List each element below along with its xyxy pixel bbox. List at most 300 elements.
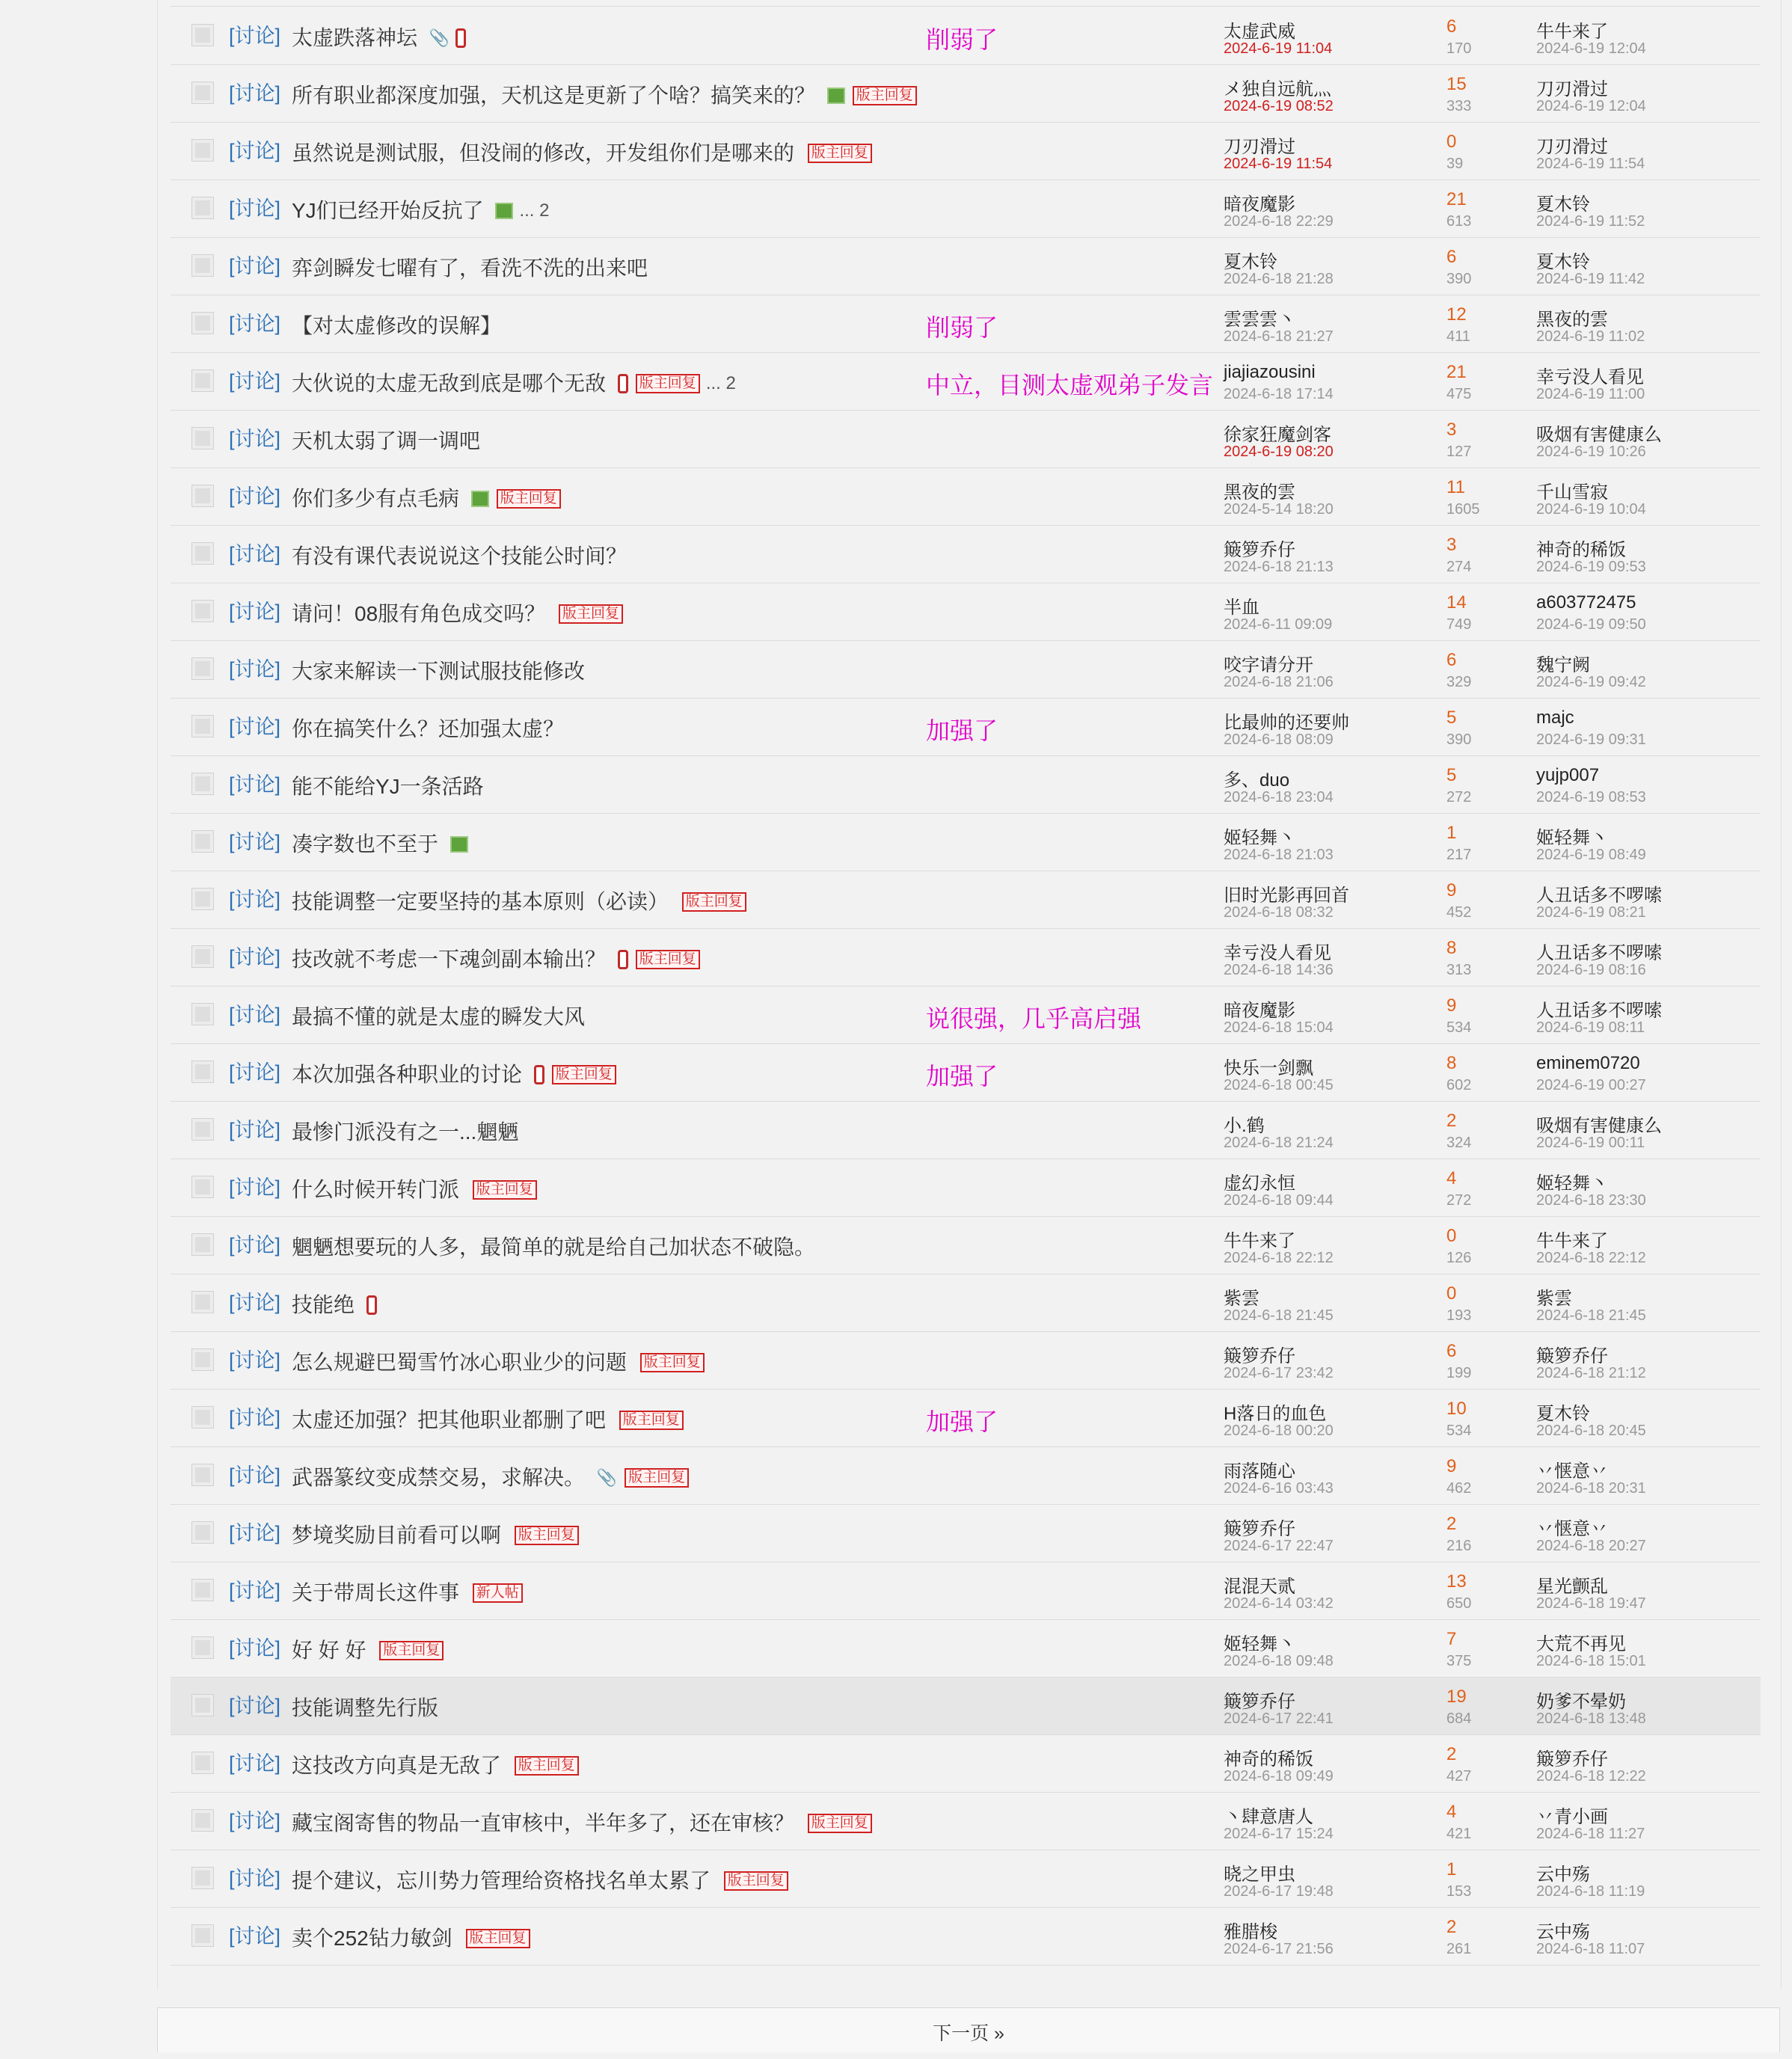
last-reply-date[interactable]: 2024-6-19 11:52 — [1536, 213, 1645, 230]
thread-post-date: 2024-6-18 15:04 — [1224, 1019, 1334, 1036]
thread-post-date: 2024-6-18 21:28 — [1224, 271, 1334, 287]
last-reply-user[interactable]: 星光颤乱 — [1536, 1577, 1608, 1597]
thread-folder-icon — [191, 1118, 214, 1141]
view-count: 1605 — [1446, 501, 1480, 518]
moderator-reply-badge: 版主回复 — [559, 604, 623, 624]
thread-title[interactable]: 什么时候开转门派 — [292, 1178, 460, 1202]
last-reply-date[interactable]: 2024-6-19 08:16 — [1536, 962, 1646, 978]
view-count: 261 — [1446, 1941, 1472, 1957]
last-reply-user[interactable]: 黑夜的雲 — [1536, 310, 1608, 330]
page-links[interactable]: ... 2 — [519, 200, 550, 221]
thread-tag[interactable]: [讨论] — [229, 601, 281, 623]
thread-tag[interactable]: [讨论] — [229, 1752, 281, 1775]
thread-tag[interactable]: [讨论] — [229, 140, 281, 162]
last-reply-user[interactable]: 云中殇 — [1536, 1865, 1590, 1885]
thread-post-date: 2024-6-18 21:03 — [1224, 847, 1334, 863]
mobile-phone-icon — [366, 1295, 377, 1315]
thread-title[interactable]: 凑字数也不至于 — [292, 832, 439, 856]
last-reply-date[interactable]: 2024-6-18 11:07 — [1536, 1941, 1645, 1957]
mobile-phone-icon — [455, 28, 466, 48]
thread-title-wrap — [292, 1159, 537, 1218]
thread-title[interactable]: 大伙说的太虚无敌到底是哪个无敌 — [292, 372, 607, 396]
thread-folder-icon — [191, 1348, 214, 1371]
reply-count[interactable]: 8 — [1446, 938, 1457, 958]
last-reply-date[interactable]: 2024-6-19 10:26 — [1536, 444, 1646, 460]
thread-author[interactable]: 刀刃滑过 — [1224, 137, 1295, 157]
thread-title[interactable]: 武器篆纹变成禁交易，求解决。 — [292, 1466, 586, 1490]
last-reply-user[interactable]: 奶爹不晕奶 — [1536, 1692, 1626, 1712]
thread-row — [171, 1505, 1761, 1562]
thread-title-wrap — [292, 583, 623, 642]
last-reply-user[interactable]: 人丑话多不啰嗦 — [1536, 943, 1662, 963]
thread-row — [171, 123, 1761, 180]
thread-title[interactable]: 魍魉想要玩的人多，最简单的就是给自己加状态不破隐。 — [292, 1236, 816, 1259]
thread-folder-icon — [191, 1291, 214, 1313]
thread-title[interactable]: 最惨门派没有之一...魍魉 — [292, 1120, 519, 1144]
reply-count[interactable]: 2 — [1446, 1111, 1457, 1131]
reply-count[interactable]: 6 — [1446, 1341, 1457, 1361]
last-reply-date[interactable]: 2024-6-19 09:42 — [1536, 674, 1646, 690]
thread-author[interactable]: 簸箩乔仔 — [1224, 540, 1295, 560]
last-reply-user[interactable]: eminem0720 — [1536, 1053, 1640, 1073]
thread-tag[interactable]: [讨论] — [229, 313, 281, 335]
moderator-reply-badge: 版主回复 — [619, 1411, 684, 1430]
last-reply-date[interactable]: 2024-6-19 11:42 — [1536, 271, 1645, 287]
next-page-button[interactable]: 下一页 » — [157, 2007, 1780, 2052]
page-links[interactable]: ... 2 — [705, 373, 736, 394]
thread-tag[interactable]: [讨论] — [229, 1119, 281, 1141]
thread-folder-icon — [191, 312, 214, 334]
last-reply-date[interactable]: 2024-6-18 23:30 — [1536, 1192, 1646, 1209]
thread-tag[interactable]: [讨论] — [229, 1407, 281, 1429]
thread-title[interactable]: 你们多少有点毛病 — [292, 487, 460, 511]
thread-post-date: 2024-6-17 19:48 — [1224, 1883, 1334, 1900]
thread-tag[interactable]: [讨论] — [229, 82, 281, 105]
view-count: 411 — [1446, 328, 1470, 345]
thread-row — [171, 1908, 1761, 1966]
last-reply-date[interactable]: 2024-6-19 08:21 — [1536, 904, 1646, 921]
thread-post-date: 2024-6-18 09:49 — [1224, 1768, 1334, 1785]
last-reply-date[interactable]: 2024-6-19 08:49 — [1536, 847, 1646, 863]
reply-count[interactable]: 4 — [1446, 1168, 1457, 1188]
thread-author[interactable]: 虚幻永恒 — [1224, 1173, 1295, 1194]
thread-tag[interactable]: [讨论] — [229, 1292, 281, 1314]
moderator-reply-badge: 新人帖 — [473, 1583, 523, 1603]
thread-tag[interactable]: [讨论] — [229, 543, 281, 565]
thread-folder-icon — [191, 1003, 214, 1025]
last-reply-user[interactable]: 千山雪寂 — [1536, 482, 1608, 503]
reply-count[interactable]: 11 — [1446, 477, 1465, 497]
reply-count[interactable]: 6 — [1446, 247, 1457, 267]
thread-author[interactable]: 比最帅的还要帅 — [1224, 713, 1349, 733]
last-reply-date[interactable]: 2024-6-18 21:45 — [1536, 1307, 1646, 1324]
last-reply-user[interactable]: 簸箩乔仔 — [1536, 1749, 1608, 1770]
reply-count[interactable]: 5 — [1446, 708, 1457, 728]
thread-title[interactable]: 太虚还加强？把其他职业都删了吧 — [292, 1408, 607, 1432]
moderator-reply-badge: 版主回复 — [808, 1814, 872, 1833]
last-reply-user[interactable]: 云中殇 — [1536, 1922, 1590, 1942]
reply-count[interactable]: 6 — [1446, 16, 1457, 37]
thread-tag[interactable]: [讨论] — [229, 1868, 281, 1890]
thread-tag[interactable]: [讨论] — [229, 25, 281, 47]
thread-author[interactable]: 幸亏没人看见 — [1224, 943, 1331, 963]
thread-post-date: 2024-6-19 11:54 — [1224, 156, 1333, 172]
thread-row — [171, 353, 1761, 411]
thread-author[interactable]: 紫雲 — [1224, 1289, 1259, 1309]
thread-title[interactable]: 能不能给YJ一条活路 — [292, 775, 484, 799]
last-reply-user[interactable]: yujp007 — [1536, 765, 1600, 785]
thread-title[interactable]: 梦境奖励目前看可以啊 — [292, 1523, 502, 1547]
thread-tag[interactable]: [讨论] — [229, 1349, 281, 1372]
last-reply-user[interactable]: 刀刃滑过 — [1536, 137, 1608, 157]
thread-post-date: 2024-6-17 23:42 — [1224, 1365, 1334, 1381]
thread-tag[interactable]: [讨论] — [229, 485, 281, 508]
thread-title[interactable]: 最搞不懂的就是太虚的瞬发大风 — [292, 1005, 586, 1029]
thread-title[interactable]: 有没有课代表说说这个技能公时间？ — [292, 544, 627, 568]
last-reply-date[interactable]: 2024-6-18 20:31 — [1536, 1480, 1646, 1497]
thread-title[interactable]: 怎么规避巴蜀雪竹冰心职业少的问题 — [292, 1351, 627, 1375]
thread-title[interactable]: 技能调整先行版 — [292, 1696, 439, 1720]
last-reply-user[interactable]: 牛牛来了 — [1536, 22, 1608, 42]
paperclip-icon: 📎 — [429, 28, 450, 48]
view-count: 390 — [1446, 731, 1472, 748]
last-reply-date[interactable]: 2024-6-19 08:11 — [1536, 1019, 1645, 1036]
thread-tag[interactable]: [讨论] — [229, 428, 281, 450]
thread-author[interactable]: 混混天贰 — [1224, 1577, 1295, 1597]
thread-author[interactable]: 簸箩乔仔 — [1224, 1519, 1295, 1539]
last-reply-date[interactable]: 2024-6-19 00:27 — [1536, 1077, 1646, 1093]
last-reply-user[interactable]: 丷青小画 — [1536, 1807, 1608, 1827]
reply-count[interactable]: 3 — [1446, 420, 1457, 440]
thread-title-wrap — [292, 1735, 579, 1794]
thread-title-wrap — [292, 295, 501, 355]
thread-author[interactable]: 牛牛来了 — [1224, 1231, 1295, 1251]
reply-count[interactable]: 4 — [1446, 1802, 1457, 1822]
thread-author[interactable]: H落日的血色 — [1224, 1404, 1327, 1424]
last-reply-date[interactable]: 2024-6-19 08:53 — [1536, 789, 1646, 806]
last-reply-user[interactable]: 刀刃滑过 — [1536, 79, 1608, 99]
view-count: 329 — [1446, 674, 1472, 690]
annotation-note: 加强了 — [926, 1063, 998, 1090]
thread-title[interactable]: 太虚跌落神坛 — [292, 26, 418, 50]
thread-title-wrap — [292, 123, 872, 182]
reply-count[interactable]: 5 — [1446, 765, 1457, 785]
last-reply-date[interactable]: 2024-6-19 11:54 — [1536, 156, 1645, 172]
last-reply-user[interactable]: 人丑话多不啰嗦 — [1536, 1001, 1662, 1021]
thread-post-date: 2024-6-18 21:24 — [1224, 1135, 1334, 1151]
thread-tag[interactable]: [讨论] — [229, 773, 281, 796]
thread-title[interactable]: 提个建议，忘川势力管理给资格找名单太累了 — [292, 1869, 711, 1893]
reply-count[interactable]: 2 — [1446, 1917, 1457, 1937]
reply-count[interactable]: 21 — [1446, 362, 1467, 382]
thread-folder-icon — [191, 197, 214, 219]
thread-list — [171, 7, 1761, 1966]
thread-row — [171, 295, 1761, 353]
last-reply-user[interactable]: 神奇的稀饭 — [1536, 540, 1626, 560]
thread-title[interactable]: 弈剑瞬发七曜有了，看洗不洗的出来吧 — [292, 257, 648, 280]
last-reply-date[interactable]: 2024-6-19 12:04 — [1536, 98, 1646, 114]
reply-count[interactable]: 9 — [1446, 1456, 1457, 1476]
view-count: 462 — [1446, 1480, 1472, 1497]
annotation-note: 中立，目测太虚观弟子发言 — [926, 372, 1214, 399]
last-reply-date[interactable]: 2024-6-19 10:04 — [1536, 501, 1646, 518]
thread-author[interactable]: 雅腊梭 — [1224, 1922, 1277, 1942]
thread-author[interactable]: 半血 — [1224, 598, 1259, 618]
last-reply-user[interactable]: 人丑话多不啰嗦 — [1536, 886, 1662, 906]
thread-author[interactable]: 雨落随心 — [1224, 1461, 1295, 1482]
thread-folder-icon — [191, 945, 214, 968]
thread-tag[interactable]: [讨论] — [229, 197, 281, 220]
thread-title[interactable]: 本次加强各种职业的讨论 — [292, 1063, 523, 1087]
thread-author[interactable]: 快乐一剑飘 — [1224, 1058, 1313, 1078]
last-reply-user[interactable]: 夏木铃 — [1536, 252, 1590, 272]
last-reply-date[interactable]: 2024-6-18 19:47 — [1536, 1595, 1646, 1612]
thread-post-date: 2024-6-11 09:09 — [1224, 616, 1333, 633]
last-reply-user[interactable]: a603772475 — [1536, 592, 1636, 613]
moderator-reply-badge: 版主回复 — [379, 1641, 444, 1660]
thread-post-date: 2024-6-18 09:44 — [1224, 1192, 1334, 1209]
view-count: 274 — [1446, 559, 1472, 575]
last-reply-date[interactable]: 2024-6-18 11:19 — [1536, 1883, 1645, 1900]
last-reply-user[interactable]: 丷惬意丷 — [1536, 1461, 1608, 1482]
last-reply-date[interactable]: 2024-6-19 09:31 — [1536, 731, 1646, 748]
thread-author[interactable]: 小.鹤 — [1224, 1116, 1265, 1136]
thread-author[interactable]: 雲雲雲丶 — [1224, 310, 1295, 330]
view-count: 153 — [1446, 1883, 1472, 1900]
thread-folder-icon — [191, 24, 214, 46]
thread-title-wrap — [292, 756, 484, 815]
last-reply-user[interactable]: 姬轻舞丶 — [1536, 828, 1608, 848]
thread-tag[interactable]: [讨论] — [229, 946, 281, 969]
thread-tag[interactable]: [讨论] — [229, 1810, 281, 1832]
reply-count[interactable]: 0 — [1446, 1226, 1457, 1246]
last-reply-date[interactable]: 2024-6-18 12:22 — [1536, 1768, 1646, 1785]
thread-tag[interactable]: [讨论] — [229, 1004, 281, 1026]
thread-row — [171, 1390, 1761, 1447]
thread-title-wrap — [292, 1793, 872, 1852]
reply-count[interactable]: 6 — [1446, 650, 1457, 670]
thread-row — [171, 238, 1761, 295]
last-reply-date[interactable]: 2024-6-18 22:12 — [1536, 1250, 1646, 1266]
thread-row — [171, 411, 1761, 468]
thread-author[interactable]: 姬轻舞丶 — [1224, 1634, 1295, 1654]
moderator-reply-badge: 版主回复 — [636, 950, 700, 969]
thread-author[interactable]: メ独自远航灬 — [1224, 79, 1331, 99]
thread-tag[interactable]: [讨论] — [229, 255, 281, 277]
thread-tag[interactable]: [讨论] — [229, 1925, 281, 1948]
thread-author[interactable]: 咬字请分开 — [1224, 655, 1313, 675]
last-reply-date[interactable]: 2024-6-18 11:27 — [1536, 1826, 1645, 1842]
thread-folder-icon — [191, 715, 214, 737]
last-reply-user[interactable]: 吸烟有害健康么 — [1536, 425, 1662, 445]
thread-title[interactable]: 所有职业都深度加强，天机这是更新了个啥？搞笑来的？ — [292, 84, 816, 108]
last-reply-date[interactable]: 2024-6-19 09:50 — [1536, 616, 1646, 633]
view-count: 602 — [1446, 1077, 1472, 1093]
thread-title-wrap — [292, 929, 700, 988]
mobile-phone-icon — [534, 1065, 544, 1084]
thread-author[interactable]: 多、duo — [1224, 770, 1290, 791]
thread-row — [171, 756, 1761, 814]
thread-author[interactable]: 簸箩乔仔 — [1224, 1346, 1295, 1366]
last-reply-user[interactable]: 夏木铃 — [1536, 194, 1590, 215]
thread-author[interactable]: 徐家狂魔剑客 — [1224, 425, 1331, 445]
thread-title[interactable]: 好 好 好 — [292, 1639, 366, 1663]
thread-tag[interactable]: [讨论] — [229, 889, 281, 911]
thread-post-date: 2024-6-18 09:48 — [1224, 1653, 1334, 1669]
last-reply-user[interactable]: 姬轻舞丶 — [1536, 1173, 1608, 1194]
thread-title-wrap — [292, 411, 480, 470]
thread-author[interactable]: jiajiazousini — [1224, 362, 1316, 382]
thread-title[interactable]: 你在搞笑什么？还加强太虚？ — [292, 717, 565, 741]
last-reply-user[interactable]: 牛牛来了 — [1536, 1231, 1608, 1251]
thread-author[interactable]: 丶肆意唐人 — [1224, 1807, 1313, 1827]
thread-tag[interactable]: [讨论] — [229, 658, 281, 681]
moderator-reply-badge: 版主回复 — [515, 1526, 579, 1545]
thread-author[interactable]: 姬轻舞丶 — [1224, 828, 1295, 848]
last-reply-user[interactable]: 簸箩乔仔 — [1536, 1346, 1608, 1366]
last-reply-date[interactable]: 2024-6-19 00:11 — [1536, 1135, 1645, 1151]
last-reply-user[interactable]: 魏宁阙 — [1536, 655, 1590, 675]
thread-post-date: 2024-6-18 21:27 — [1224, 328, 1334, 345]
last-reply-user[interactable]: 丷惬意丷 — [1536, 1519, 1608, 1539]
reply-count[interactable]: 10 — [1446, 1399, 1467, 1419]
last-reply-date[interactable]: 2024-6-19 11:02 — [1536, 328, 1645, 345]
thread-title[interactable]: 关于带周长这件事 — [292, 1581, 460, 1605]
reply-count[interactable]: 1 — [1446, 1859, 1457, 1880]
thread-title[interactable]: 请问！08服有角色成交吗？ — [292, 602, 546, 626]
thread-author[interactable]: 暗夜魔影 — [1224, 194, 1295, 215]
thread-tag[interactable]: [讨论] — [229, 1061, 281, 1084]
last-reply-date[interactable]: 2024-6-18 13:48 — [1536, 1710, 1646, 1727]
reply-count[interactable]: 13 — [1446, 1571, 1467, 1592]
reply-count[interactable]: 0 — [1446, 1283, 1457, 1304]
thread-tag[interactable]: [讨论] — [229, 1637, 281, 1660]
thread-folder-icon — [191, 1579, 214, 1601]
last-reply-user[interactable]: 幸亏没人看见 — [1536, 367, 1644, 387]
last-reply-date[interactable]: 2024-6-19 11:00 — [1536, 386, 1645, 402]
thread-title-wrap — [292, 353, 736, 412]
reply-count[interactable]: 7 — [1446, 1629, 1457, 1649]
last-reply-user[interactable]: 夏木铃 — [1536, 1404, 1590, 1424]
reply-count[interactable]: 9 — [1446, 995, 1457, 1016]
thread-post-date: 2024-6-18 00:45 — [1224, 1077, 1334, 1093]
reply-count[interactable]: 8 — [1446, 1053, 1457, 1073]
thread-folder-icon — [191, 1752, 214, 1774]
reply-count[interactable]: 15 — [1446, 74, 1467, 94]
thread-tag[interactable]: [讨论] — [229, 716, 281, 738]
thread-title-wrap — [292, 1850, 788, 1909]
thread-author[interactable]: 黑夜的雲 — [1224, 482, 1295, 503]
thread-title[interactable]: 藏宝阁寄售的物品一直审核中，半年多了，还在审核？ — [292, 1811, 795, 1835]
last-reply-date[interactable]: 2024-6-18 20:27 — [1536, 1538, 1646, 1554]
thread-author[interactable]: 暗夜魔影 — [1224, 1001, 1295, 1021]
annotation-note: 加强了 — [926, 717, 998, 744]
thread-title[interactable]: 技能绝 — [292, 1293, 355, 1317]
thread-title[interactable]: 技能调整一定要坚持的基本原则（必读） — [292, 890, 669, 914]
thread-folder-icon — [191, 139, 214, 162]
thread-title[interactable]: 虽然说是测试服，但没闹的修改，开发组你们是哪来的 — [292, 141, 795, 165]
thread-folder-icon — [191, 830, 214, 853]
last-reply-user[interactable]: majc — [1536, 708, 1574, 728]
thread-row — [171, 641, 1761, 699]
last-reply-date[interactable]: 2024-6-19 12:04 — [1536, 40, 1646, 57]
thread-title[interactable]: 技改就不考虑一下魂剑副本输出？ — [292, 948, 607, 972]
reply-count[interactable]: 2 — [1446, 1514, 1457, 1534]
thread-title[interactable]: 【对太虚修改的误解】 — [292, 314, 502, 338]
reply-count[interactable]: 14 — [1446, 592, 1467, 613]
thread-author[interactable]: 太虚武威 — [1224, 22, 1295, 42]
thread-row — [171, 986, 1761, 1044]
last-reply-user[interactable]: 紫雲 — [1536, 1289, 1572, 1309]
thread-author[interactable]: 夏木铃 — [1224, 252, 1277, 272]
thread-tag[interactable]: [讨论] — [229, 1695, 281, 1717]
thread-folder-icon — [191, 1694, 214, 1716]
thread-row — [171, 1332, 1761, 1390]
thread-tag[interactable]: [讨论] — [229, 1522, 281, 1544]
reply-count[interactable]: 2 — [1446, 1744, 1457, 1764]
thread-tag[interactable]: [讨论] — [229, 1176, 281, 1199]
thread-tag[interactable]: [讨论] — [229, 831, 281, 853]
last-reply-user[interactable]: 吸烟有害健康么 — [1536, 1116, 1662, 1136]
view-count: 390 — [1446, 271, 1472, 287]
thread-title[interactable]: 天机太弱了调一调吧 — [292, 429, 481, 453]
reply-count[interactable]: 3 — [1446, 535, 1457, 555]
thread-tag[interactable]: [讨论] — [229, 1464, 281, 1487]
thread-post-date: 2024-6-19 11:04 — [1224, 40, 1333, 57]
thread-folder-icon — [191, 254, 214, 277]
reply-count[interactable]: 1 — [1446, 823, 1457, 843]
last-reply-date[interactable]: 2024-6-19 09:53 — [1536, 559, 1646, 575]
mobile-phone-icon — [618, 374, 628, 393]
last-reply-date[interactable]: 2024-6-18 20:45 — [1536, 1423, 1646, 1439]
thread-title[interactable]: 这技改方向真是无敌了 — [292, 1754, 502, 1778]
last-reply-user[interactable]: 大荒不再见 — [1536, 1634, 1626, 1654]
thread-tag[interactable]: [讨论] — [229, 370, 281, 393]
thread-author[interactable]: 神奇的稀饭 — [1224, 1749, 1313, 1770]
thread-tag[interactable]: [讨论] — [229, 1234, 281, 1256]
thread-folder-icon — [191, 1061, 214, 1083]
view-count: 650 — [1446, 1595, 1472, 1612]
thread-title[interactable]: 卖个252钻力敏剑 — [292, 1927, 452, 1951]
reply-count[interactable]: 0 — [1446, 132, 1457, 152]
thread-folder-icon — [191, 542, 214, 565]
thread-title-wrap — [292, 1447, 689, 1506]
thread-author[interactable]: 旧时光影再回首 — [1224, 886, 1349, 906]
thread-title[interactable]: 大家来解读一下测试服技能修改 — [292, 660, 586, 684]
thread-post-date: 2024-6-18 21:13 — [1224, 559, 1334, 575]
last-reply-date[interactable]: 2024-6-18 15:01 — [1536, 1653, 1646, 1669]
reply-count[interactable]: 19 — [1446, 1687, 1467, 1707]
divider — [171, 6, 1761, 7]
view-count: 534 — [1446, 1019, 1472, 1036]
thread-title[interactable]: YJ们已经开始反抗了 — [292, 199, 484, 223]
view-count: 427 — [1446, 1768, 1472, 1785]
image-attachment-icon — [450, 836, 468, 853]
thread-author[interactable]: 晓之甲虫 — [1224, 1865, 1295, 1885]
reply-count[interactable]: 9 — [1446, 880, 1457, 900]
thread-post-date: 2024-6-18 21:45 — [1224, 1307, 1334, 1324]
thread-author[interactable]: 簸箩乔仔 — [1224, 1692, 1295, 1712]
reply-count[interactable]: 12 — [1446, 304, 1467, 325]
view-count: 199 — [1446, 1365, 1472, 1381]
thread-post-date: 2024-6-14 03:42 — [1224, 1595, 1334, 1612]
thread-row — [171, 1274, 1761, 1332]
thread-title-wrap — [292, 1217, 815, 1276]
reply-count[interactable]: 21 — [1446, 189, 1467, 209]
thread-tag[interactable]: [讨论] — [229, 1580, 281, 1602]
last-reply-date[interactable]: 2024-6-18 21:12 — [1536, 1365, 1646, 1381]
thread-folder-icon — [191, 1924, 214, 1947]
